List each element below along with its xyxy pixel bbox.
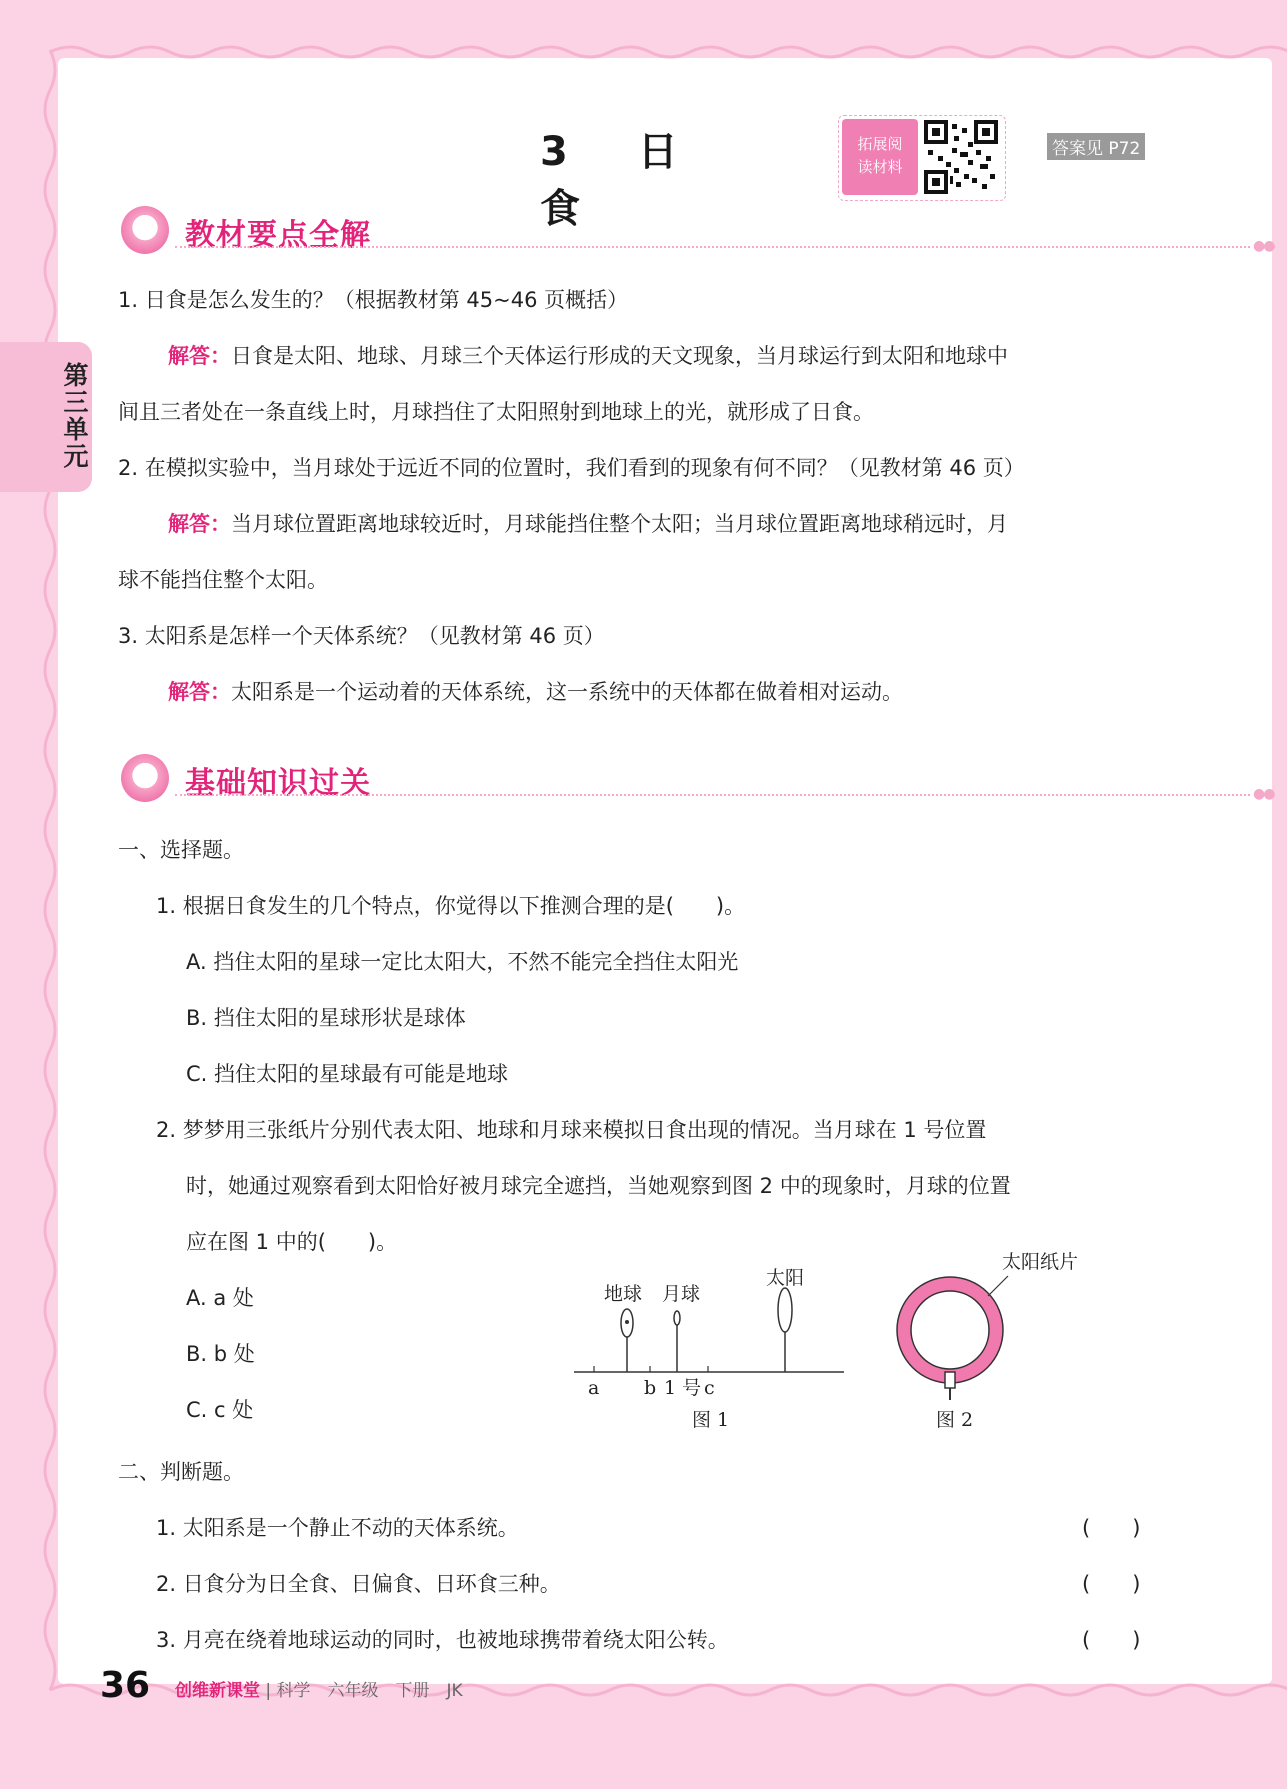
footer-brand: 创维新课堂 [175,1681,260,1701]
answer-2: 解答：当月球位置距离地球较近时，月球能挡住整个太阳；当月球位置距离地球稍远时，月 [168,511,1008,536]
choice-question-2-line1: 2. 梦梦用三张纸片分别代表太阳、地球和月球来模拟日食出现的情况。当月球在 1 号位置 [156,1118,987,1142]
divider-end-dots-icon: ●● [1253,786,1274,802]
judge-1-answer-blank[interactable]: ( ) [1082,1516,1141,1540]
question-1: 1. 日食是怎么发生的？（根据教材第 45~46 页概括） [118,288,629,312]
option-c: C. c 处 [186,1398,254,1422]
answer-1-continued: 间且三者处在一条直线上时，月球挡住了太阳照射到地球上的光，就形成了日食。 [118,400,874,424]
judge-3-answer-blank[interactable]: ( ) [1082,1628,1141,1652]
dotted-divider [175,246,1250,248]
answer-3: 解答：太阳系是一个运动着的天体系统，这一系统中的天体都在做着相对运动。 [168,679,903,704]
position-a-label: a [588,1377,600,1399]
mascot-icon [121,206,169,254]
earth-eye-hole [625,1320,629,1324]
sun-paper-label: 太阳纸片 [1002,1251,1079,1273]
question-2: 2. 在模拟实验中，当月球处于远近不同的位置时，我们看到的现象有何不同？（见教材第 46 页） [118,456,1025,480]
sun-paper-ring [904,1284,996,1376]
question-3: 3. 太阳系是怎样一个天体系统？（见教材第 46 页） [118,624,605,648]
judge-2: 2. 日食分为日全食、日偏食、日环食三种。 [156,1572,561,1596]
section-heading-key-points [117,204,1274,260]
lesson-title: 3 日食 [540,129,706,232]
choice-question-1: 1. 根据日食发生的几个特点，你觉得以下推测合理的是( )。 [156,894,746,918]
section-title: 教材要点全解 [185,218,371,253]
qr-label: 拓展阅读材料 [842,119,918,195]
option-b: B. 挡住太阳的星球形状是球体 [186,1006,466,1030]
moon-card [674,1311,680,1325]
figure-1 [570,1260,850,1440]
option-b: B. b 处 [186,1342,255,1366]
answer-label: 解答： [168,343,231,368]
divider-end-dots-icon: ●● [1253,238,1274,254]
choice-question-2-line2: 时，她通过观察看到太阳恰好被月球完全遮挡，当她观察到图 2 中的现象时，月球的位置 [186,1174,1011,1198]
dotted-divider [175,794,1250,796]
earth-label: 地球 [604,1283,643,1305]
judge-2-answer-blank[interactable]: ( ) [1082,1572,1141,1596]
part-title-choice: 一、选择题。 [118,838,244,862]
sun-card [778,1288,792,1332]
sun-paper-ring-inner [911,1291,989,1369]
figure-2 [880,1244,1110,1440]
answer-reference-badge: 答案见 P72 [1047,133,1145,160]
position-b-label: b [644,1377,657,1399]
position-1-label: 1 号 [664,1377,702,1399]
option-a: A. a 处 [186,1286,254,1310]
footer-info [175,1676,463,1701]
footer-subject: | 科学 六年级 下册 JK [265,1681,463,1701]
mascot-icon [121,754,169,802]
moon-stick-front [945,1372,955,1388]
answer-label: 解答： [168,511,231,536]
sun-label: 太阳 [766,1267,805,1289]
answer-1: 解答：日食是太阳、地球、月球三个天体运行形成的天文现象，当月球运行到太阳和地球中 [168,343,1008,368]
choice-question-2-line3: 应在图 1 中的( )。 [186,1230,398,1254]
judge-1: 1. 太阳系是一个静止不动的天体系统。 [156,1516,519,1540]
sun-paper-ring-outline [897,1277,1003,1383]
section-heading-basic-knowledge [117,752,1274,808]
moon-label: 月球 [662,1283,701,1305]
section-title: 基础知识过关 [185,766,371,801]
option-a: A. 挡住太阳的星球一定比太阳大，不然不能完全挡住太阳光 [186,950,739,974]
part-title-judge: 二、判断题。 [118,1460,244,1484]
label-pointer [988,1276,1008,1296]
figure-1-caption: 图 1 [692,1409,730,1431]
unit-side-tab-label: 第三单元 [60,362,89,470]
qr-code-icon[interactable] [924,120,998,194]
judge-3: 3. 月亮在绕着地球运动的同时，也被地球携带着绕太阳公转。 [156,1628,729,1652]
position-c-label: c [704,1377,715,1399]
answer-label: 解答： [168,679,231,704]
page-number: 36 [100,1665,151,1706]
answer-2-continued: 球不能挡住整个太阳。 [118,568,328,592]
figure-2-caption: 图 2 [936,1409,974,1431]
option-c: C. 挡住太阳的星球最有可能是地球 [186,1062,509,1086]
